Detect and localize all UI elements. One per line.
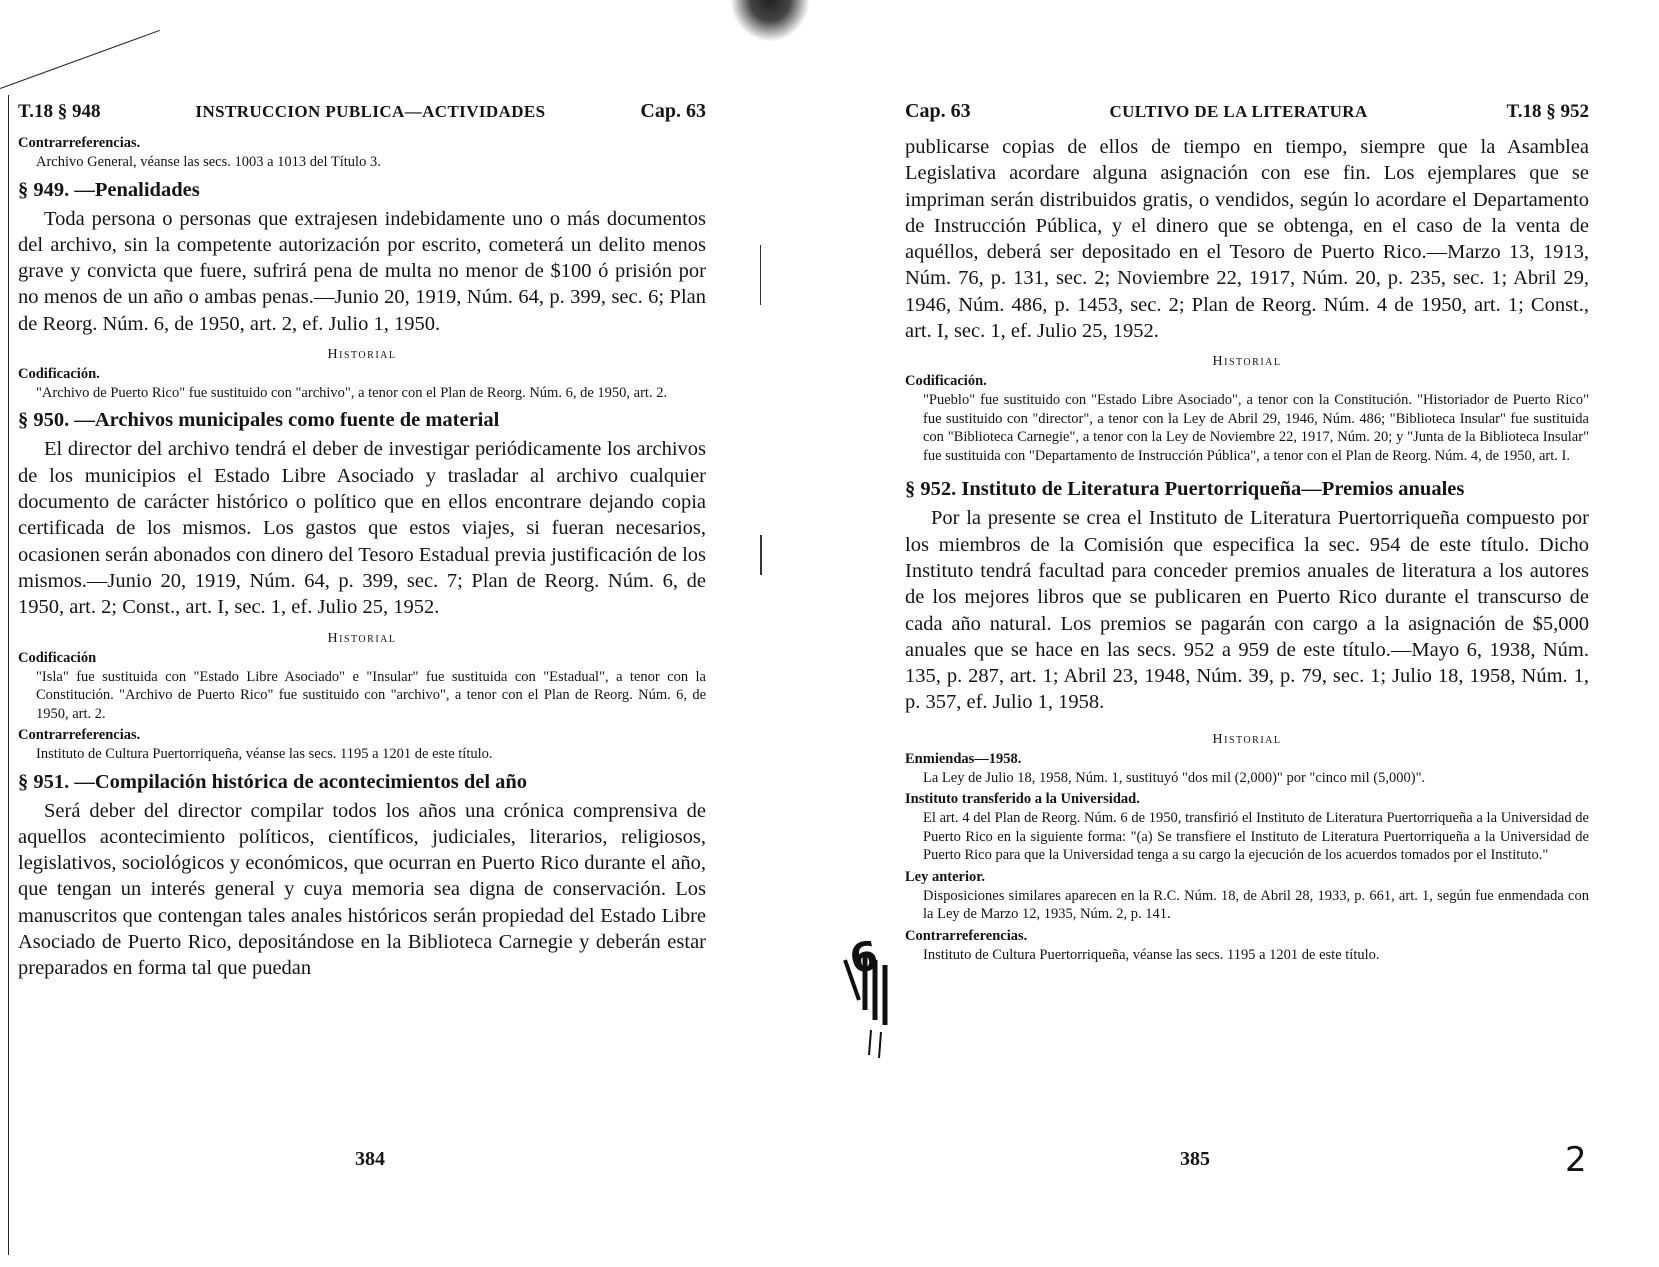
running-head-chapter: Cap. 63 xyxy=(640,100,706,122)
note-heading: Codificación. xyxy=(18,365,100,382)
running-head-title: CULTIVO DE LA LITERATURA xyxy=(1109,102,1368,121)
running-head-chapter: Cap. 63 xyxy=(905,100,971,122)
right-page xyxy=(800,0,1659,1267)
section-heading-952 xyxy=(905,475,1589,503)
historial-label: Historial xyxy=(1212,731,1282,747)
note-heading: Contrarreferencias. xyxy=(905,927,1028,944)
section-number: § 952. xyxy=(905,478,957,501)
section-body-950: El director del archivo tendrá el deber de investigar periódicamente los archivos de los municipios el Estado Libre Asociado y trasladar al archivo cualquier documento de carácter histórico o político que en ellos encontrare dejando copia certificada de los mismos. Los gastos que estos viajes, si fueran necesarios, ocasionen serán abonados con dinero del Tesoro Estadual previa justificación de los mismos.—Junio 20, 1919, Núm. 64, p. 399, sec. 7; Plan de Reorg. Núm. 6, de 1950, art. 2; Const., art. I, sec. 1, ef. Julio 25, 1952. xyxy=(18,438,706,619)
note-text: Instituto de Cultura Puertorriqueña, véanse las secs. 1195 a 1201 de este título. xyxy=(36,746,493,763)
note-text: El art. 4 del Plan de Reorg. Núm. 6 de 1950, transfirió el Instituto de Literatura Puertorriqueña a la Universidad de Puerto Rico en la siguiente forma: "(a) Se transfiere el Instituto de Literatura Puertorriqueña a la Universidad de Puerto Rico para que la Universidad tenga a su cargo la ejecución de los acuerdos tomados por el Instituto." xyxy=(923,810,1589,864)
page-corner-line xyxy=(0,30,160,89)
section-number: § 951. xyxy=(18,770,70,793)
margin-mark xyxy=(760,535,762,575)
running-head-section-ref: T.18 § 952 xyxy=(1506,101,1589,122)
section-number: § 949. xyxy=(18,178,70,201)
note-text: "Pueblo" fue sustituido con "Estado Libre Asociado", a tenor con la Constitución. "Historiador de Puerto Rico" fue sustituido con "director", a tenor con la Ley de Abril 29, 1946, Núm. 486; "Biblioteca Insular" fue sustituida con "Biblioteca Carnegie", a tenor con la Ley de Noviembre 22, 1917, Núm. 20; y "Junta de la Biblioteca Insular" fue sustituida con "Departamento de Instrucción Pública", a tenor con el Plan de Reorg. Núm. 4, de 1950, art. I. xyxy=(923,392,1589,464)
section-title: —Compilación histórica de acontecimientos del año xyxy=(74,770,528,793)
handwritten-mark: 6 xyxy=(846,932,882,984)
note-text: Archivo General, véanse las secs. 1003 a 1013 del Título 3. xyxy=(36,154,381,170)
continuation-body: publicarse copias de ellos de tiempo en tiempo, siempre que la Asamblea Legislativa acordare alguna asignación con ese fin. Los ejemplares que se impriman serán distribuidos gratis, o vendidos, según lo acordare el Departamento de Instrucción Pública, y el dinero que se obtenga, en el caso de la venta de aquéllos, deberá ser depositado en el Tesoro de Puerto Rico.—Marzo 13, 1913, Núm. 76, p. 131, sec. 2; Noviembre 22, 1917, Núm. 20, p. 235, sec. 1; Abril 29, 1946, Núm. 486, p. 1453, sec. 2; Plan de Reorg. Núm. 4 de 1950, art. 1; Const., art. I, sec. 1, ef. Julio 25, 1952. xyxy=(905,136,1589,343)
section-heading-951 xyxy=(18,768,706,796)
section-body-951: Será deber del director compilar todos los años una crónica comprensiva de aquellos acontecimiento políticos, científicos, judiciales, literarios, religiosos, legislativos, sociológicos y económicos, que ocurran en Puerto Rico durante el año, que tengan un interés general y cuya memoria sea digna de conservación. Los manuscritos que contengan tales anales históricos serán propiedad del Estado Libre Asociado de Puerto Rico, depositándose en la Biblioteca Carnegie y deberán estar preparados en forma tal que puedan xyxy=(18,799,706,980)
note-heading: Ley anterior. xyxy=(905,868,986,885)
note-heading: Codificación xyxy=(18,649,97,666)
note-text: Instituto de Cultura Puertorriqueña, véanse las secs. 1195 a 1201 de este título. xyxy=(923,946,1380,963)
running-head-left xyxy=(18,100,706,130)
page-edge-line xyxy=(8,95,9,1255)
note-text: "Archivo de Puerto Rico" fue sustituido con "archivo", a tenor con el Plan de Reorg. Núm. 6, de 1950, art. 2. xyxy=(36,384,668,401)
running-head-title: INSTRUCCION PUBLICA—ACTIVIDADES xyxy=(195,102,546,121)
note-heading: Instituto transferido a la Universidad. xyxy=(905,791,1140,808)
historial-label: Historial xyxy=(1212,354,1282,370)
page-number-right: 385 xyxy=(1180,1148,1210,1170)
note-heading: Contrarreferencias. xyxy=(18,135,141,151)
section-heading-950 xyxy=(18,406,706,434)
note-heading: Enmiendas—1958. xyxy=(905,750,1022,767)
left-page-content xyxy=(18,100,706,982)
handwritten-mark: 2 xyxy=(1565,1140,1587,1180)
note-text: "Isla" fue sustituida con "Estado Libre Asociado" e "Insular" fue sustituida con "Estadual", a tenor con la Constitución. "Archivo de Puerto Rico" fue sustituido con "archivo", a tenor con el Plan de Reorg. Núm. 6, de 1950, art. 2. xyxy=(36,668,706,722)
section-body-952: Por la presente se crea el Instituto de Literatura Puertorriqueña compuesto por los miembros de la Comisión que especifica la sec. 954 de este título. Dicho Instituto tendrá facultad para conceder premios anuales de literatura a los autores de los mejores libros que se publicaren en Puerto Rico durante el transcurso de cada año natural. Los premios se pagarán con cargo a la asignación de $5,000 anuales que se hace en las secs. 952 a 959 de este título.—Mayo 6, 1938, Núm. 135, p. 287, art. 1; Abril 23, 1948, Núm. 39, p. 79, sec. 1; Julio 18, 1958, Núm. 1, p. 357, ef. Julio 1, 1958. xyxy=(905,507,1589,714)
note-heading: Codificación. xyxy=(905,373,987,390)
section-title: Instituto de Literatura Puertorriqueña—Premios anuales xyxy=(961,478,1465,501)
page-number-left: 384 xyxy=(355,1148,385,1170)
left-page xyxy=(0,0,800,1267)
section-body-949: Toda persona o personas que extrajesen indebidamente uno o más documentos del archivo, sin la competente autorización por escrito, cometerá un delito menos grave y convicta que fuere, sufrirá pena de multa no menor de $100 ó prisión por no menos de un año o ambas penas.—Junio 20, 1919, Núm. 64, p. 399, sec. 6; Plan de Reorg. Núm. 6, de 1950, art. 2, ef. Julio 1, 1950. xyxy=(18,207,706,335)
section-number: § 950. xyxy=(18,409,70,432)
margin-mark xyxy=(760,245,761,305)
right-page-content xyxy=(905,100,1589,967)
note-text: La Ley de Julio 18, 1958, Núm. 1, sustituyó "dos mil (2,000)" por "cinco mil (5,000)". xyxy=(923,769,1426,786)
section-title: —Penalidades xyxy=(74,178,200,201)
note-heading: Contrarreferencias. xyxy=(18,727,141,744)
note-text: Disposiciones similares aparecen en la R.C. Núm. 18, de Abril 28, 1933, p. 661, art. 1, según fue enmendada con la Ley de Marzo 12, 1935, Núm. 2, p. 141. xyxy=(923,887,1589,923)
section-title: —Archivos municipales como fuente de material xyxy=(74,409,500,432)
historial-label: Historial xyxy=(327,346,397,362)
historial-label: Historial xyxy=(327,630,397,646)
running-head-right xyxy=(905,100,1589,130)
section-heading-949 xyxy=(18,176,706,204)
handwritten-strokes xyxy=(835,940,895,1060)
running-head-section-ref: T.18 § 948 xyxy=(18,101,101,122)
